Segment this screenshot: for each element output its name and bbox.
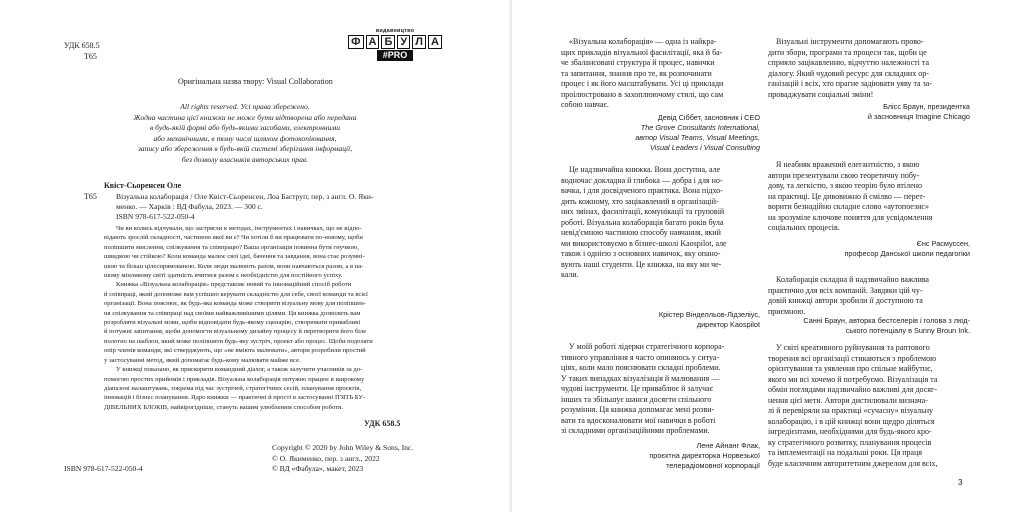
- publisher-logo: [351, 28, 439, 68]
- quote-line: практично для всіх компаній. Завдяки цій чу-: [768, 285, 923, 295]
- quote-line: Я неабияк вражений елегантністю, з якою: [776, 160, 920, 169]
- quote-line: довій книжці автори зробили її доступною та: [768, 296, 923, 305]
- quote-line: че збалансовані структура й процес, навички: [561, 58, 715, 67]
- quote-line: соціальних процесів.: [768, 223, 840, 232]
- sig-line: Крістер Вінделльов-Лідзеліус,: [658, 310, 760, 319]
- quote-line: чудові інструменти. Це приваблює й залучає: [561, 384, 714, 393]
- quote-line: водночас докладна й глибока — добра і для но-: [561, 175, 723, 185]
- abstract-line: розробляти візуальні мови, щоби відповідати будь-якому сценарію, створювати привабливі: [104, 319, 361, 327]
- sig-line: Блісс Браун, президентка: [883, 102, 970, 111]
- logo-letters: [351, 35, 439, 49]
- quote-line: зі складними організаційними проблемами.: [561, 426, 710, 435]
- abstract-line: Чи ви колись відчували, що застрягли в методах, інструментах і навичках, що не відпо-: [116, 225, 362, 232]
- abstract-line: ня спілкування та співпраці над своїми найважливішими цілями. Ця книжка дозволить вам: [104, 309, 361, 317]
- copyright-line: Copyright © 2020 by John Wiley & Sons, Inc.: [272, 443, 414, 452]
- logo-tag: #PRO: [377, 50, 413, 61]
- col2-quote1: [768, 37, 932, 100]
- sig-line: Лене Айнанг Флак,: [696, 441, 760, 450]
- sig-line: The Grove Consultants International,: [640, 123, 760, 132]
- quote-line: ворити безнадійно складне слово «аутопоезис»: [768, 202, 929, 211]
- abstract-line: полотно на шаблон, який може поліпшити будь-яку зустріч, проект або процес. Щоби подолати: [104, 337, 373, 345]
- quote-line: них змінах, фасилітації, комунікації та груповій: [561, 207, 725, 216]
- quote-line: роботі. Візуальна колаборація багато років була: [561, 217, 724, 227]
- quote-line: приємною.: [768, 306, 806, 316]
- quote-line: У світі креативного руйнування та раптового: [776, 343, 930, 352]
- biblio-line: ISBN 978-617-522-050-4: [116, 212, 195, 222]
- quote-line: проілюстровано в захоплюючому стилі, що сам: [561, 89, 724, 99]
- quote-line: автори презентували свою теоретичну побу-: [768, 170, 920, 180]
- abstract-line: помогою простих прийомів і прикладів. Візуальна колаборація потужно працює в широкому: [104, 375, 365, 383]
- isbn-bottom: ISBN 978-617-522-050-4: [64, 464, 143, 473]
- sig-line: Visual Leaders і Visual Consulting: [649, 143, 760, 152]
- quote-line: Це надзвичайна книжка. Вона доступна, але: [569, 165, 721, 174]
- quote-line: сприяло зацікавленню, відчуттю належності та: [768, 58, 929, 67]
- quote-line: вують наші студенти. Це книжка, на яку ми че-: [561, 259, 722, 269]
- quote-line: орієнтування та уявлення про спільне майбутнє,: [768, 364, 933, 373]
- quote-line: тивного управління я часто опиняюсь у ситуа-: [561, 352, 720, 362]
- quote-line: ми використовуємо в бізнес-школі Kaospilot, але: [561, 238, 727, 248]
- rights-line: в будь-якій формі або будь-якими засобами, електронними: [149, 123, 341, 132]
- quote-line: інших та збільшує шанси досягти спільного: [561, 394, 712, 404]
- sig-line: Єнс Расмуссен,: [916, 239, 970, 248]
- quote-line: вати та вдосконалювати мої навички в роботі: [561, 415, 716, 425]
- quote-line: колаборацію, і в цій книжці вони щедро діляться: [768, 416, 935, 426]
- sig-line: ського потенціалу в Sunny Broun Ink.: [845, 326, 970, 335]
- sig-line: й засновниця Imagine Chicago: [867, 112, 970, 121]
- right-page: [512, 0, 1024, 512]
- quote-line: Колаборація складна й надзвичайно важлива: [776, 275, 929, 284]
- logo-letter: А: [428, 35, 442, 49]
- rights-line: запису або збереження в будь-якій системі зберігання інформації,: [137, 144, 353, 153]
- abstract-block: [104, 224, 420, 412]
- col1-quote1: [561, 37, 723, 111]
- abstract-line: опір членів команди, які стверджують, що «не вміють малювати», автори розробили простий: [104, 347, 366, 355]
- abstract-line: шою та більш цілеспрямованою. Коли люди малюють разом, вони навчаються разом, а в на-: [104, 262, 364, 270]
- quote-line: на практиці. Це дивовижно й смілво — перет-: [768, 191, 926, 201]
- col2-sig3: [803, 316, 970, 336]
- col2-sig1: [868, 102, 970, 122]
- abstract-line: шому мінливому світі здатність вчитися разом є необхідністю для постійного успіху.: [104, 272, 343, 280]
- quote-line: буде класичним авторитетним джерелом для всіх,: [768, 458, 938, 468]
- col1-quote2: [561, 165, 727, 281]
- quote-line: кали.: [561, 270, 579, 279]
- sig-line: проєктна директорка Норвезької: [649, 451, 760, 460]
- col1-sig1: [635, 113, 760, 153]
- abstract-line: ДІВЕЛЬНИХ БЛОКІВ, найвірогідніше, стануть вашим улюбленим способом роботи.: [104, 403, 344, 411]
- copyright-block: [272, 443, 413, 475]
- sig-line: Санні Браун, авторка бестселерів і голова з люд-: [803, 316, 970, 325]
- quote-line: ку стратегічного розвитку, планування процесів: [768, 437, 932, 447]
- col1-sig3: [649, 441, 760, 471]
- quote-line: розуміння. Ця книжка допомагає мені розви-: [561, 405, 715, 414]
- sig-line: телерадіомовної корпорації: [666, 461, 760, 470]
- rights-line: All rights reserved. Усі права збережено.: [180, 102, 310, 111]
- t65-side: Т65: [84, 192, 97, 201]
- quote-line: дить кожному, хто зацікавлений в організацій-: [561, 196, 719, 206]
- quote-line: Візуальні інструменти допомагають прово-: [776, 37, 924, 46]
- abstract-line: швидкою чи стійкою? Коли команда малює свої ідеї, бачення та завдання, вона стає розумні-: [104, 253, 365, 261]
- quote-line: інгредієнтами, необхідними для будь-якого кро-: [768, 427, 932, 436]
- copyright-line: © ВД «Фабула», макет, 2023: [272, 464, 364, 473]
- quote-line: вачка, і для досвідченого практика. Вона підхо-: [561, 186, 723, 195]
- quote-line: та запитання, знання про те, як розпочинати: [561, 68, 712, 78]
- col1-sig2: [659, 310, 760, 330]
- logo-line1: видавництво: [375, 28, 415, 34]
- rights-line: Жодна частина цієї книжки не може бути відтворена або передана: [133, 112, 357, 122]
- abstract-line: поліпшити мислення, спілкування та співпрацю? Ваша організація повинна бути гнучкою,: [104, 243, 359, 251]
- abstract-line: й співпраці, який допоможе вам успішно керувати складністю для себе, своєї команди та всієї: [104, 290, 368, 298]
- sig-line: Девід Сіббет, засновник і CEO: [657, 113, 760, 122]
- logo-letter: Ф: [348, 35, 363, 49]
- original-title: Оригінальна назва твору: Visual Collaboration: [178, 77, 333, 86]
- abstract-line: відають зрослій складності, частиною якої ви є? Чи хотіли б ви працювати по-новому, щоби: [104, 234, 363, 242]
- abstract-line: й потужні запитання, щоби допомогти візуальному дизайну процесу й перетворити його біле: [104, 328, 367, 336]
- sig-line: автор Visual Teams, Visual Meetings,: [635, 133, 760, 142]
- rights-line: або механічними, в тому числі шляхом фотокопіювання,: [153, 133, 337, 143]
- quote-line: щих прикладів візуальної фасилітації, яка й ба-: [561, 47, 723, 57]
- quote-line: У моїй роботі лідерки стратегічного корпора-: [569, 342, 725, 351]
- quote-line: нення цієї мети. Автори дистилювали визнача-: [768, 395, 928, 405]
- quote-line: ганізацій і всіх, хто прагне задіювати уяву та за-: [768, 79, 932, 88]
- copyright-line: © О. Якименко, пер. з англ., 2022: [272, 453, 380, 463]
- quote-line: невід'ємною частиною способу навчання, який: [561, 228, 721, 237]
- author-heading: Квіст-Сьоренсен Оле: [104, 181, 182, 190]
- col2-quote2: [768, 160, 932, 234]
- abstract-line: організації. Вона пояснює, як будь-яка команда може створити візуальну мову для поліпшен-: [104, 300, 366, 308]
- quote-line: діалогу. Який чудовий ресурс для складних ор-: [768, 68, 929, 78]
- quote-line: процес і як його масштабувати. Усі ці приклади: [561, 79, 724, 88]
- quote-line: та імплементації на подальші роки. Ця праця: [768, 448, 923, 457]
- abstract-line: інновацій і бізнес планування. Ядро книжки — практичні й прості в застосуванні П'ЯТЬ БУ-: [104, 394, 366, 402]
- quote-line: У таких випадках візуалізація й малювання —: [561, 373, 720, 383]
- col2-quote4: [768, 343, 938, 469]
- col2-sig2: [844, 239, 970, 259]
- t65-top: Т65: [84, 52, 97, 61]
- quote-line: лі й перевіряли на практиці «сучасну» візуальну: [768, 406, 934, 415]
- sig-line: директор Kaospilot: [696, 320, 760, 329]
- udk-bottom: УДК 658.5: [364, 419, 401, 428]
- logo-letter: Л: [412, 35, 426, 49]
- abstract-line: діапазоні налаштувань, зокрема під час зустрічей, стратегічних сесій, планування проєктів,: [104, 384, 362, 392]
- quote-line: проваджувати соціальні зміни!: [768, 89, 874, 99]
- quote-line: дити збори, програми та процеси так, щоби це: [768, 47, 927, 57]
- quote-line: дову, та легкістю, з якою теорію було втілено: [768, 181, 922, 190]
- rights-block: [120, 102, 370, 165]
- biblio-line: менко. — Харків : ВД Фабула, 2023. — 300 с.: [116, 202, 263, 212]
- col2-quote3: [768, 275, 929, 317]
- page-number: 3: [958, 478, 963, 487]
- logo-letter: Б: [381, 35, 395, 49]
- rights-line: без дозволу власників авторських прав.: [181, 154, 309, 164]
- sig-line: професор Данської школи педагогіки: [844, 249, 970, 258]
- quote-line: ціях, коли мало пояснювати складні проблеми.: [561, 363, 721, 372]
- biblio-block: [116, 192, 373, 223]
- udk-top: УДК 658.5: [64, 41, 100, 50]
- quote-line: творення всі організації стикаються з проблемою: [768, 353, 937, 363]
- quote-line: собою навчає.: [561, 100, 609, 109]
- abstract-line: у застосуванні метод, який допомагає будь-кому малювати майже все.: [104, 356, 301, 364]
- quote-line: на зрозуміле ключове поняття для усвідомлення: [768, 212, 933, 222]
- logo-letter: А: [366, 35, 380, 49]
- quote-line: «Візуальна колаборація» — одна із найкра-: [569, 37, 717, 46]
- logo-letter: У: [397, 35, 410, 49]
- col1-quote3: [561, 342, 724, 437]
- abstract-line: Книжка «Візуальна колаборація» представляє новий та інноваційний спосіб роботи: [116, 281, 352, 289]
- quote-line: якого ми всі хочемо й потребуємо. Візуалізація та: [768, 374, 938, 384]
- abstract-line: У книжці показано, як прискорити командний діалог, а також залучити учасників за до-: [116, 366, 363, 374]
- biblio-line: Візуальна колаборація / Оле Квіст-Сьоренсен, Лоа Баструп; пер. з англ. О. Яки-: [116, 192, 374, 201]
- quote-line: обмін поглядами надзвичайно важливі для досяг-: [768, 385, 937, 394]
- quote-line: також і однією з основних навичок, яку опано-: [561, 249, 721, 258]
